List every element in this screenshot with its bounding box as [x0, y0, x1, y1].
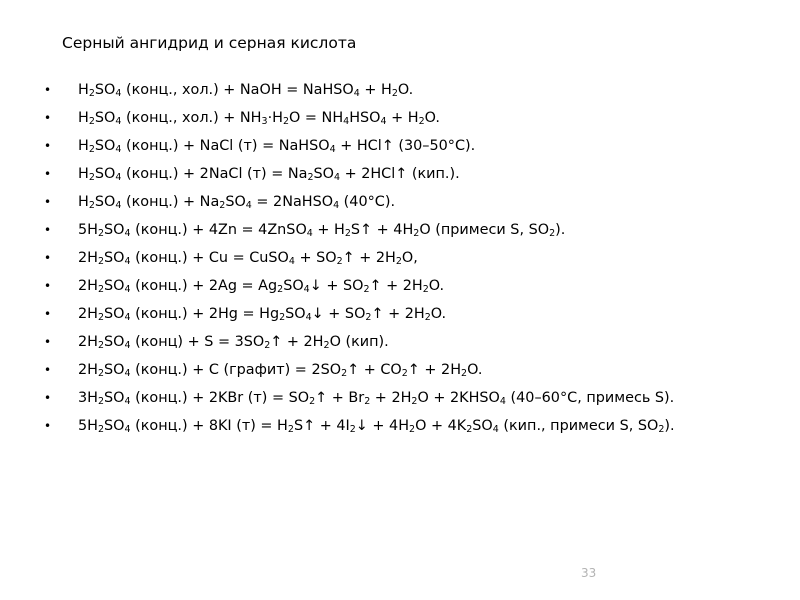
slide-title: Серный ангидрид и серная кислота [62, 34, 357, 52]
reaction-equation: $2H_2SO_4$ (конц.) + Cu = CuSO$_4$ + $SO_2↑ + 2H_2O$, [78, 250, 418, 267]
reaction-equation: $2H_2SO_4$ (конц.) + $2Hg = Hg_2SO_4↓$ + $SO_2↑ + 2H_2O$. [78, 306, 447, 323]
bullet-icon: • [44, 307, 52, 321]
list-item [44, 304, 764, 324]
reaction-equation: $H_2SO_4$ (конц., хол.) + NaOH = NaHSO$_4$ + $H_2O$. [78, 82, 414, 99]
reaction-equation: $2H_2SO_4$ (конц.) + C (графит) = $2SO_2↑$ + $CO_2↑ + 2H_2O$. [78, 362, 483, 379]
reaction-equation: $3H_2SO_4$ (конц.) + 2KBr $(т) = SO_2↑ + Br_2 + 2H_2O$ + $2KHSO_4$ (40–60°C, примесь S). [78, 390, 675, 407]
list-item [44, 108, 764, 128]
list-item [44, 136, 764, 156]
page-number: 33 [581, 566, 597, 580]
bullet-icon: • [44, 335, 52, 349]
list-item [44, 360, 764, 380]
reaction-equation: $2H_2SO_4$ (конц.) + $2Ag = Ag_2SO_4↓$ + $SO_2↑ + 2H_2O$. [78, 278, 445, 295]
bullet-icon: • [44, 83, 52, 97]
reaction-equation: $2H_2SO_4$ (конц) + $S = 3SO_2↑ + 2H_2O$ (кип). [78, 334, 389, 351]
list-item [44, 220, 764, 240]
bullet-icon: • [44, 167, 52, 181]
list-item [44, 276, 764, 296]
reaction-equation: $H_2SO_4$ (конц.) + $Na_2SO_4$ = 2NaHSO$_4$ (40°C). [78, 194, 396, 211]
bullet-icon: • [44, 195, 52, 209]
bullet-icon: • [44, 111, 52, 125]
reaction-equation: $H_2SO_4$ (конц., $хол.) + NH_3\cdot H_2O = NH_4HSO_4 + H_2O$. [78, 110, 440, 127]
list-item [44, 192, 764, 212]
reaction-equation: $H_2SO_4$ (конц.) + NaCl (т) = NaHSO$_4$ + HCl↑ (30–50°C). [78, 138, 476, 155]
list-item [44, 248, 764, 268]
bullet-icon: • [44, 279, 52, 293]
reaction-equation: $5H_2SO_4$ (конц.) + 4Zn = 4ZnSO$_4$ + $H_2S↑ + 4H_2O$ (примеси S, $SO_2$). [78, 222, 566, 239]
list-item [44, 388, 764, 408]
bullet-icon: • [44, 139, 52, 153]
list-item [44, 332, 764, 352]
list-item [44, 416, 764, 436]
bullet-icon: • [44, 223, 52, 237]
bullet-icon: • [44, 363, 52, 377]
bullet-icon: • [44, 251, 52, 265]
reaction-equation: $H_2SO_4$ (конц.) + 2NaCl $(т) = Na_2SO_4$ + 2HCl↑ (кип.). [78, 166, 460, 183]
list-item [44, 164, 764, 184]
reaction-list [44, 80, 764, 444]
bullet-icon: • [44, 391, 52, 405]
list-item [44, 80, 764, 100]
reaction-equation: $5H_2SO_4$ (конц.) + 8KI $(т) = H_2S↑$ + $4I_2↓ + 4H_2O + 4K_2SO_4$ (кип., примеси S, $SO_2$). [78, 418, 675, 435]
bullet-icon: • [44, 419, 52, 433]
